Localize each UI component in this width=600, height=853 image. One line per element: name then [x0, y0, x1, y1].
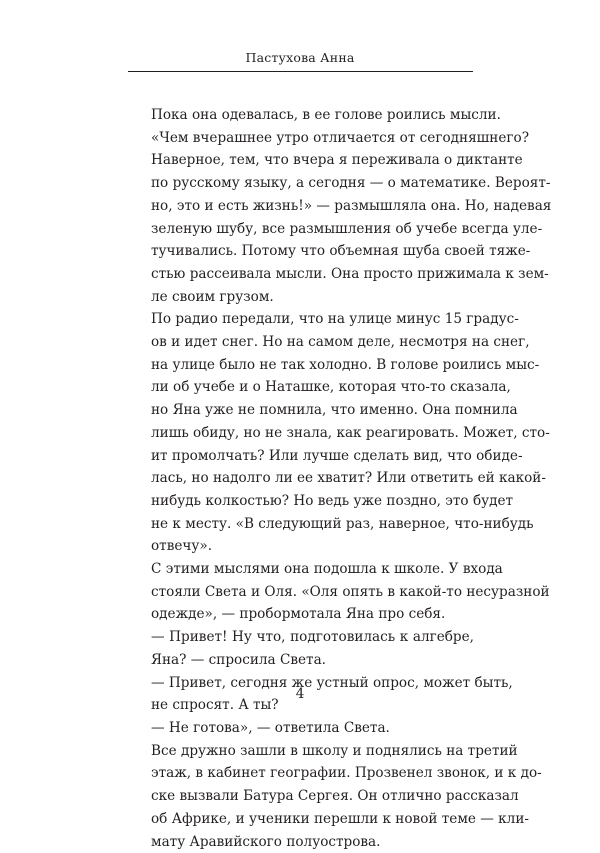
paragraph: [129, 558, 474, 626]
text-line: лась, но надолго ли ее хватит? Или ответить ей какой-: [129, 467, 474, 490]
text-line: этаж, в кабинет географии. Прозвенел звонок, и к до-: [129, 762, 474, 785]
text-line: на улице было не так холодно. В голове роились мыс-: [129, 354, 474, 377]
text-line: По радио передали, что на улице минус 15 градус-: [129, 308, 474, 331]
text-line: мату Аравийского полуострова.: [129, 831, 474, 853]
text-line: зеленую шубу, все размышления об учебе всегда уле-: [129, 218, 474, 241]
text-line: нибудь колкостью? Но ведь уже поздно, это будет: [129, 490, 474, 513]
page-number: 4: [0, 686, 600, 702]
text-line: Пока она одевалась, в ее голове роились мысли.: [129, 104, 474, 127]
paragraph: [129, 308, 474, 558]
text-line: одежде», — пробормотала Яна про себя.: [129, 603, 474, 626]
text-line: лишь обиду, но не знала, как реагировать. Может, сто-: [129, 422, 474, 445]
text-line: Все дружно зашли в школу и поднялись на третий: [129, 740, 474, 763]
text-line: не спросят. А ты?: [129, 694, 474, 717]
body-text: [129, 104, 474, 853]
text-line: ит промолчать? Или лучше сделать вид, что обиде-: [129, 445, 474, 468]
paragraph: [129, 740, 474, 853]
paragraph: [129, 626, 474, 671]
text-line: — Привет! Ну что, подготовилась к алгебре,: [129, 626, 474, 649]
text-line: стью рассеивала мысли. Она просто прижимала к зем-: [129, 263, 474, 286]
text-line: ске вызвали Батура Сергея. Он отлично рассказал: [129, 785, 474, 808]
text-line: стояли Света и Оля. «Оля опять в какой-то несуразной: [129, 581, 474, 604]
text-line: но Яна уже не помнила, что именно. Она помнила: [129, 399, 474, 422]
text-line: С этими мыслями она подошла к школе. У входа: [129, 558, 474, 581]
text-line: но, это и есть жизнь!» — размышляла она. Но, надевая: [129, 195, 474, 218]
text-line: отвечу».: [129, 535, 474, 558]
text-line: Наверное, тем, что вчера я переживала о диктанте: [129, 149, 474, 172]
text-line: тучивались. Потому что объемная шуба своей тяже-: [129, 240, 474, 263]
text-line: об Африке, и ученики перешли к новой теме — кли-: [129, 808, 474, 831]
text-line: по русскому языку, а сегодня — о математике. Вероят-: [129, 172, 474, 195]
paragraph: [129, 717, 474, 740]
text-line: ли об учебе и о Наташке, которая что-то сказала,: [129, 376, 474, 399]
text-line: — Привет, сегодня же устный опрос, может быть,: [129, 672, 474, 695]
text-line: ле своим грузом.: [129, 286, 474, 309]
paragraph: [129, 104, 474, 308]
header-rule: [128, 71, 473, 72]
text-line: ов и идет снег. Но на самом деле, несмотря на снег,: [129, 331, 474, 354]
text-line: — Не готова», — ответила Света.: [129, 717, 474, 740]
running-head-title: Пастухова Анна: [0, 50, 600, 65]
text-line: Яна? — спросила Света.: [129, 649, 474, 672]
text-line: «Чем вчерашнее утро отличается от сегодняшнего?: [129, 127, 474, 150]
text-line: не к месту. «В следующий раз, наверное, что-нибудь: [129, 513, 474, 536]
